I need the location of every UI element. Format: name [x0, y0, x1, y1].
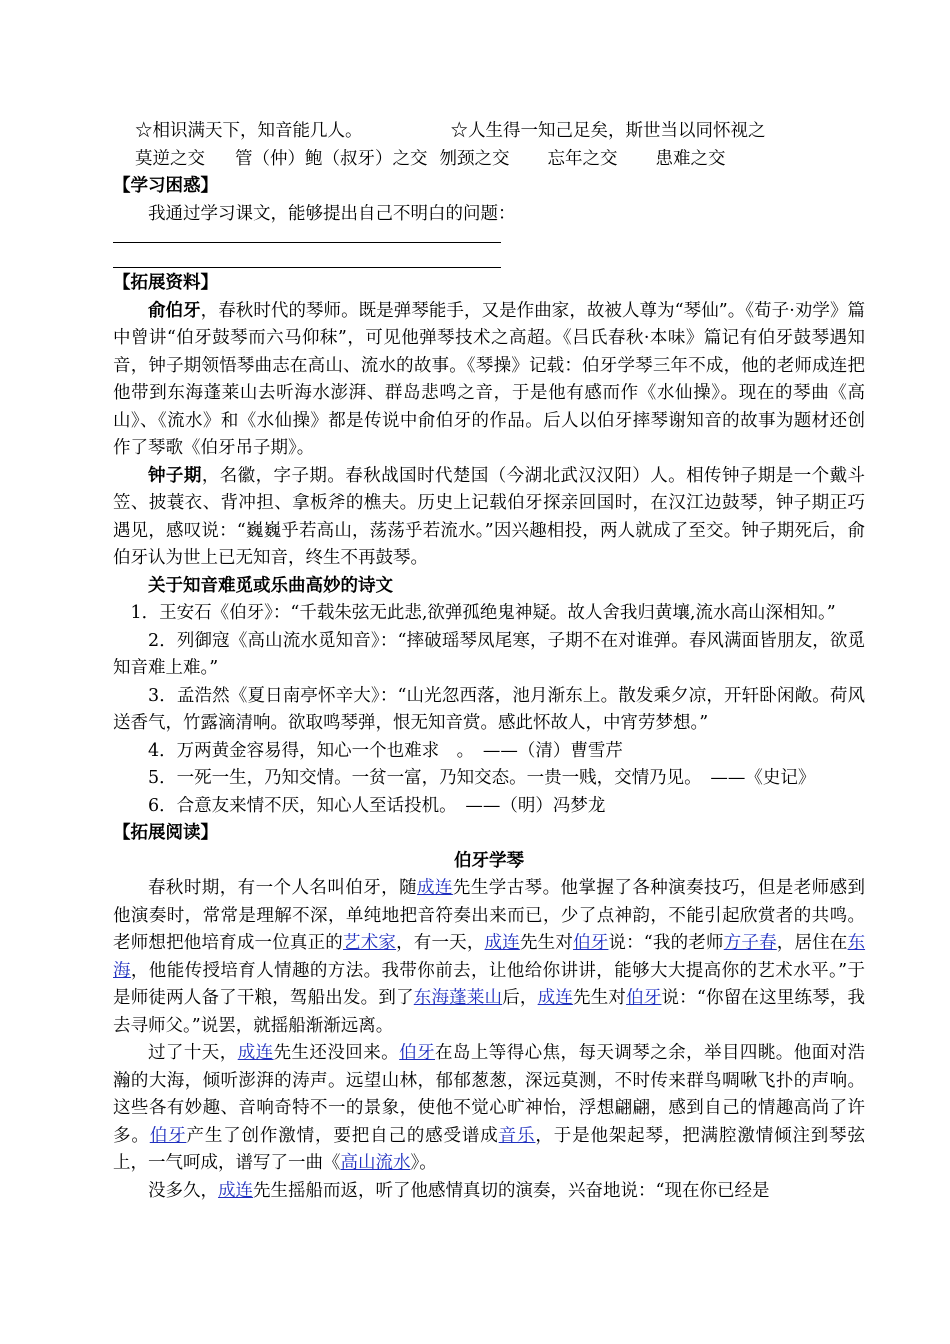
link-boya[interactable]: 伯牙 [626, 988, 662, 1008]
link-chenglian[interactable]: 成连 [484, 933, 520, 953]
text-run: 先生学古琴。他掌握了各种演奏技巧，但是老师感到他演奏时，常常是理解不深，单纯地把音符奏出来而已，少了点神韵，不能引起欣赏者的共鸣。老师想把他培育成一位真正的 [113, 878, 866, 953]
quote-line [113, 118, 865, 146]
friendship-item: 刎颈之交 [439, 148, 510, 169]
friendship-item: 管（仲）鲍（叔牙）之交 [235, 148, 428, 169]
text-run: 先生对 [573, 988, 627, 1008]
quote-zhiji: ☆人生得一知己足矣，斯世当以同怀视之 [450, 121, 766, 141]
text-run: 产生了创作激情，要把自己的感受谱成 [186, 1125, 499, 1146]
friendship-types [113, 146, 865, 174]
poem-item: 1．王安石《伯牙》：“千载朱弦无此悲,欲弹孤绝鬼神疑。故人舍我归黄壤,流水高山深相知。” [130, 603, 836, 623]
link-boya[interactable]: 伯牙 [573, 933, 609, 953]
text-run: 先生摇船而返，听了他感情真切的演奏，兴奋地说：“现在你已经是 [253, 1180, 770, 1201]
text-run: 说：“我的老师 [608, 933, 724, 953]
link-penglai[interactable]: 东海蓬莱山 [413, 988, 503, 1008]
text-run: 在岛上等得心焦，每天调琴之余，举目四眺。他面对浩瀚的大海，倾听澎湃的涛声。远望山林，郁郁葱葱，深远莫测，不时传来群鸟啁啾飞扑的声响。这些各有妙趣、音响奇特不一的景象，使他不觉心旷神怡，浮想翩翩，感到自己的情趣高尚了许多。 [113, 1043, 866, 1146]
link-chenglian[interactable]: 成连 [237, 1043, 274, 1063]
reading-title: 伯牙学琴 [454, 850, 524, 871]
link-music[interactable]: 音乐 [498, 1125, 536, 1146]
link-boya[interactable]: 伯牙 [399, 1043, 435, 1063]
text-run: ，他能传授培育人情趣的方法。我带你前去，让他给你讲讲，能够大大提高你的艺术水平。”于是师徒两人备了干粮，驾船出发。到了 [113, 960, 865, 1008]
link-fangzichun[interactable]: 方子春 [723, 933, 777, 953]
reading-paragraph [113, 875, 865, 1040]
poem-item: 5．一死一生，乃知交情。一贫一富，乃知交态。一贵一贱，交情乃见。 ——《史记》 [148, 768, 816, 788]
ziqi-name: 钟子期 [148, 465, 202, 486]
poem-item: 6．合意友来情不厌，知心人至话投机。 ——（明）冯梦龙 [148, 795, 606, 816]
document-page [113, 118, 865, 1205]
text-run: 先生对 [519, 933, 574, 953]
friendship-item: 忘年之交 [547, 148, 618, 169]
ziqi-bio-text: ，名徽，字子期。春秋战国时代楚国（今湖北武汉汉阳）人。相传钟子期是一个戴斗笠、披蓑衣、背冲担、拿板斧的樵夫。历史上记载伯牙探亲回国时，在汉江边鼓琴，钟子期正巧遇见，感叹说：“巍巍乎若高山，荡荡乎若流水。”因兴趣相投，两人就成了至交。钟子期死后，俞伯牙认为世上已无知音，终生不再鼓琴。 [113, 465, 866, 568]
answer-line[interactable] [113, 267, 501, 268]
boya-bio-text: ，春秋时代的琴师。既是弹琴能手，又是作曲家，故被人尊为“琴仙”。《荀子·劝学》篇中曾讲“伯牙鼓琴而六马仰秣”，可见他弹琴技术之高超。《吕氏春秋·本味》篇记有伯牙鼓琴遇知音，钟子期领悟琴曲志在高山、流水的故事。《琴操》记载：伯牙学琴三年不成，他的老师成连把他带到东海蓬莱山去听海水澎湃、群岛悲鸣之音，于是他有感而作《水仙操》。现在的琴曲《高山》、《流水》和《水仙操》都是传说中俞伯牙的作品。后人以伯牙摔琴谢知音的故事为题材还创作了琴歌《伯牙吊子期》。 [113, 300, 866, 458]
text-run: 过了十天， [148, 1043, 238, 1063]
link-chenglian[interactable]: 成连 [417, 878, 453, 898]
text-run: 说：“你留在这里练琴，我去寻师父。”说罢，就摇船渐渐远离。 [113, 988, 866, 1036]
text-run: 没多久， [148, 1180, 218, 1201]
quote-zhiyin: ☆相识满天下，知音能几人。 [135, 121, 363, 141]
link-boya[interactable]: 伯牙 [149, 1125, 187, 1146]
ziqi-bio [113, 463, 865, 573]
link-chenglian[interactable]: 成连 [218, 1180, 253, 1201]
text-run: 春秋时期，有一个人名叫伯牙，随 [148, 878, 418, 898]
reading-paragraph [113, 1178, 865, 1206]
poem-item: 4．万两黄金容易得，知心一个也难求 。 ——（清）曹雪芹 [148, 740, 623, 761]
poem-item: 2．列御寇《高山流水觅知音》：“摔破瑶琴凤尾寒，子期不在对谁弹。春风满面皆朋友，欲觅知音难上难。” [113, 630, 865, 678]
section-heading-materials: 【拓展资料】 [113, 273, 218, 293]
text-run: ，居住在 [776, 933, 848, 953]
link-gaoshan[interactable]: 高山流水 [340, 1153, 411, 1173]
poem-item: 3．孟浩然《夏日南亭怀辛大》：“山光忽西落，池月渐东上。散发乘夕凉，开轩卧闲敞。荷风送香气，竹露滴清响。欲取鸣琴弹，恨无知音赏。感此怀故人，中宵劳梦想。” [113, 685, 865, 733]
reading-paragraph [113, 1040, 865, 1178]
confusion-prompt: 我通过学习课文，能够提出自己不明白的问题： [148, 203, 516, 224]
text-run: 》。 [410, 1153, 437, 1173]
text-run: ，有一天， [396, 933, 485, 953]
section-heading-reading: 【拓展阅读】 [113, 823, 218, 843]
section-heading-confusion: 【学习困惑】 [113, 176, 218, 196]
friendship-item: 莫逆之交 [135, 148, 205, 169]
text-run: ，于是他架起琴，把满腔激情倾注到琴弦上，一气呵成，谱写了一曲《 [113, 1125, 866, 1173]
link-chenglian[interactable]: 成连 [537, 988, 574, 1008]
link-artist[interactable]: 艺术家 [343, 933, 397, 953]
text-run: 先生还没回来。 [273, 1043, 400, 1063]
friendship-item: 患难之交 [655, 148, 726, 169]
link-donghai[interactable]: 东海 [113, 933, 866, 981]
text-run: 后， [502, 988, 538, 1008]
boya-name: 俞伯牙 [148, 300, 201, 321]
boya-bio [113, 298, 865, 463]
poems-heading: 关于知音难觅或乐曲高妙的诗文 [148, 575, 393, 596]
